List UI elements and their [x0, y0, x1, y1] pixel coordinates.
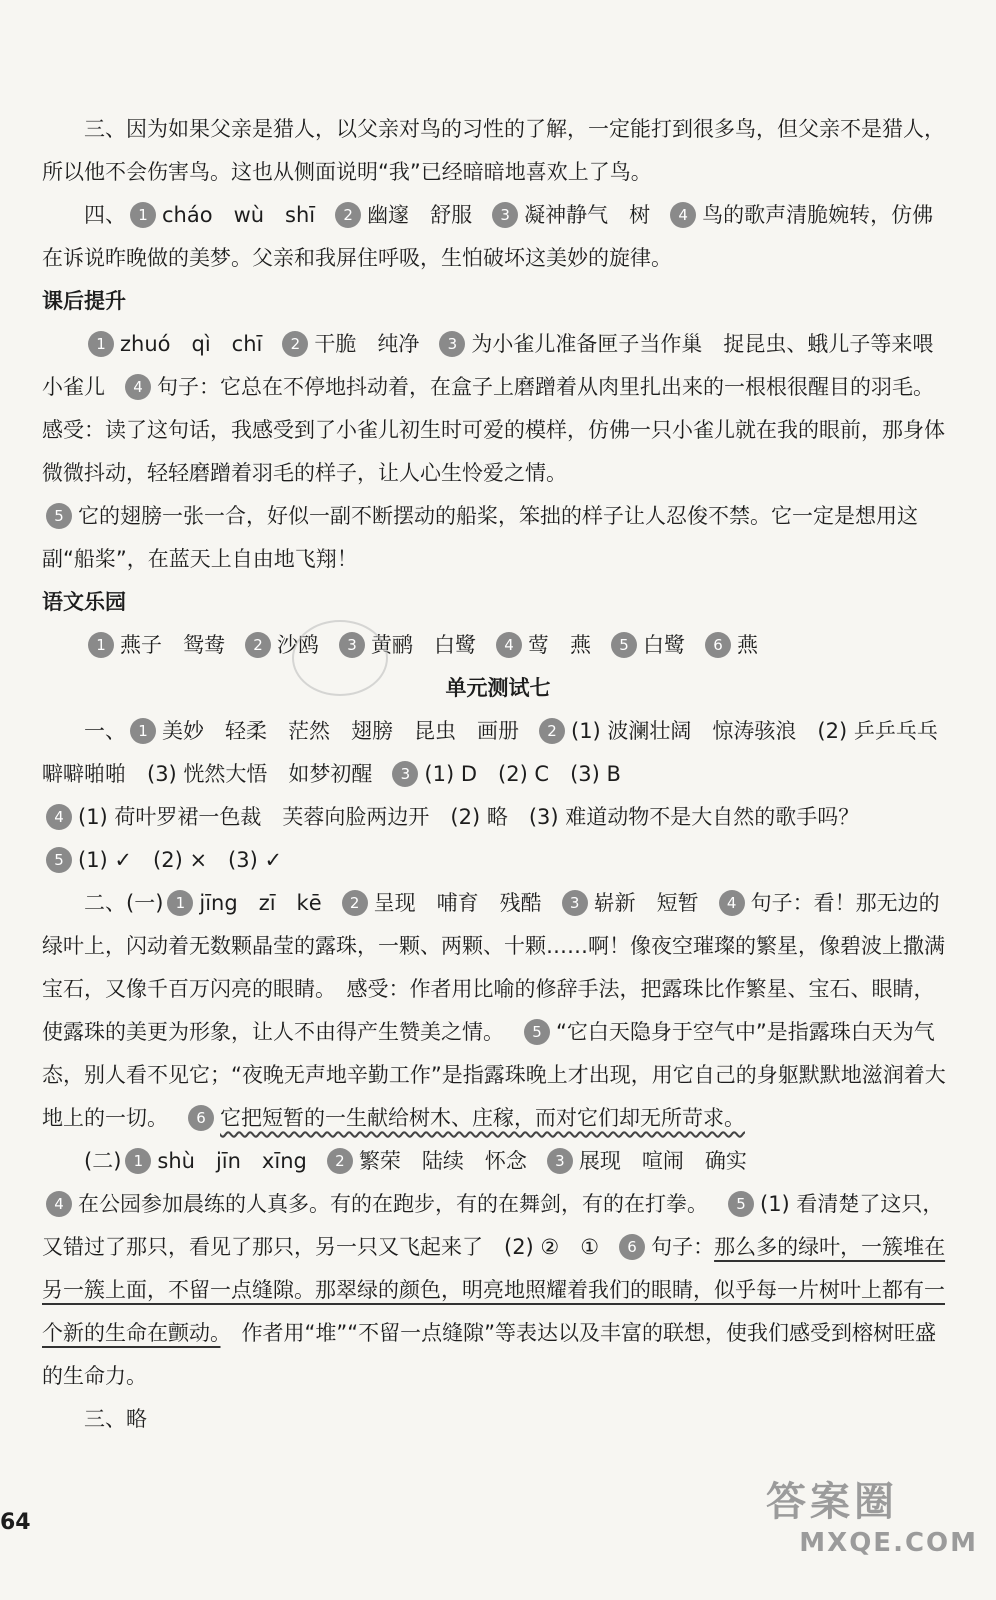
circle-number-5: 5	[728, 1191, 754, 1217]
circle-number-4: 4	[125, 374, 151, 400]
answer-text: zhuó qì chī	[120, 332, 263, 356]
answer-text: 幽邃 舒服	[367, 203, 473, 227]
answer-text: 展现 喧闹 确实	[578, 1149, 747, 1173]
answer-text: 美妙 轻柔 茫然 翅膀 昆虫 画册	[162, 719, 519, 743]
unit-part-two-b-continued	[42, 1183, 954, 1398]
circle-number-3: 3	[562, 890, 588, 916]
answer-text: 沙鸥	[277, 633, 319, 657]
circle-number-5: 5	[611, 632, 637, 658]
underlined-answer: 那么多的绿叶，一簇堆在另一簇上面，不留一点缝隙。那翠绿的颜色，明亮地照耀着我们的眼睛，似乎每一片树叶上都有一个新的生命在颤动。	[42, 1235, 946, 1345]
circle-number-2: 2	[245, 632, 271, 658]
answer-text: 呈现 哺育 残酷	[373, 891, 542, 915]
answer-text: 燕子 鸳鸯	[120, 633, 225, 657]
answer-content	[42, 108, 959, 1441]
answer-text: 为小雀儿准备匣子当作巢 捉昆虫、蛾儿子等来喂小雀儿	[42, 332, 934, 399]
circle-number-1: 1	[130, 202, 156, 228]
circle-number-3: 3	[392, 761, 418, 787]
unit-part-one-paragraph	[42, 710, 959, 796]
wavy-underlined-answer: 它把短暂的一生献给树木、庄稼，而对它们却无所苛求。	[220, 1106, 745, 1130]
unit-part-one-item-4	[42, 796, 954, 839]
unit-part-two-b-paragraph	[42, 1140, 954, 1183]
after-class-paragraph	[42, 323, 954, 495]
watermark-text: 答案圈	[766, 1479, 898, 1525]
answer-text: 莺 燕	[528, 633, 591, 657]
answer-text: 崭新 短暂	[593, 891, 699, 915]
answer-text: 鸟的歌声清脆婉转，仿佛在诉说昨晚做的美梦。父亲和我屏住呼吸，生怕破坏这美妙的旋律。	[42, 203, 934, 270]
answer-text: 作者用“堆”“不留一点缝隙”等表达以及丰富的联想，使我们感受到榕树旺盛的生命力。	[42, 1321, 937, 1388]
answer-text: 白鹭	[643, 633, 685, 657]
section-title-after-class: 课后提升	[42, 289, 126, 313]
answer-text: 黄鹂 白鹭	[371, 633, 476, 657]
answer-text: 干脆 纯净	[314, 332, 420, 356]
circle-number-2: 2	[327, 1148, 353, 1174]
answer-text: (1) 看清楚了这只，又错过了那只，看见了那只，另一只又飞起来了 (2) ② ①	[42, 1192, 944, 1259]
answer-text: (1) D (2) C (3) B	[424, 762, 621, 786]
circle-number-3: 3	[547, 1148, 573, 1174]
circle-number-4: 4	[46, 1191, 72, 1217]
stamp-seal	[292, 620, 388, 696]
circle-number-2: 2	[342, 890, 368, 916]
answer-text: shù jīn xīng	[157, 1149, 307, 1173]
circle-number-2: 2	[282, 331, 308, 357]
part-two-b-lead: (二)	[84, 1149, 122, 1173]
answer-text: 句子：看！那无边的绿叶上，闪动着无数颗晶莹的露珠，一颗、两颗、十颗……啊！像夜空璀璨的繁星，像碧波上撒满宝石，又像千百万闪亮的眼睛。 感受：作者用比喻的修辞手法，把露珠比作繁星、宝石、眼睛，使露珠的美更为形象，让人不由得产生赞美之情。	[42, 891, 945, 1044]
circle-number-5: 5	[46, 503, 72, 529]
circle-number-3: 3	[339, 632, 365, 658]
answer-text: 在公园参加晨练的人真多。有的在跑步，有的在舞剑，有的在打拳。	[78, 1192, 708, 1216]
page-number: 64	[0, 1510, 31, 1535]
answer-text: 凝神静气 树	[524, 203, 651, 227]
circle-number-6: 6	[619, 1234, 645, 1260]
answer-three-paragraph: 三、因为如果父亲是猎人，以父亲对鸟的习性的了解，一定能打到很多鸟，但父亲不是猎人，所以他不会伤害鸟。这也从侧面说明“我”已经暗暗地喜欢上了鸟。	[42, 117, 945, 184]
circle-number-1: 1	[88, 632, 114, 658]
circle-number-1: 1	[167, 890, 193, 916]
circle-number-1: 1	[130, 718, 156, 744]
answer-text: 繁荣 陆续 怀念	[358, 1149, 527, 1173]
circle-number-5: 5	[46, 847, 72, 873]
circle-number-1: 1	[125, 1148, 151, 1174]
answer-text: 它的翅膀一张一合，好似一副不断摆动的船桨，笨拙的样子让人忍俊不禁。它一定是想用这副“船桨”，在蓝天上自由地飞翔！	[42, 504, 918, 571]
unit-part-two-a-paragraph	[42, 882, 954, 1140]
circle-number-4: 4	[719, 890, 745, 916]
circle-number-2: 2	[539, 718, 565, 744]
chinese-garden-paragraph	[42, 624, 954, 667]
answer-text: cháo wù shī	[162, 203, 316, 227]
answer-text: (1) 波澜壮阔 惊涛骇浪 (2) 乒乒乓乓 噼噼啪啪 (3) 恍然大悟 如梦初醒	[42, 719, 959, 786]
watermark-url: MXQE.COM	[799, 1528, 978, 1558]
answer-text: 句子：它总在不停地抖动着，在盒子上磨蹭着从肉里扎出来的一根根很醒目的羽毛。 感受：读了这句话，我感受到了小雀儿初生时可爱的模样，仿佛一只小雀儿就在我的眼前，那身体微微抖动，轻轻磨蹭着羽毛的样子，让人心生怜爱之情。	[42, 375, 945, 485]
circle-number-1: 1	[88, 331, 114, 357]
section-title-chinese-garden: 语文乐园	[42, 590, 126, 614]
answer-text: 燕	[737, 633, 758, 657]
circle-number-4: 4	[496, 632, 522, 658]
part-two-lead: 二、(一)	[84, 891, 164, 915]
circle-number-2: 2	[335, 202, 361, 228]
circle-number-4: 4	[670, 202, 696, 228]
answer-text: 句子：	[651, 1235, 715, 1259]
after-class-paragraph-5	[42, 495, 954, 581]
unit-part-three-paragraph: 三、略	[84, 1407, 147, 1431]
circle-number-3: 3	[492, 202, 518, 228]
part-one-lead: 一、	[84, 719, 126, 743]
circle-number-6: 6	[705, 632, 731, 658]
answer-text: (1) ✓ (2) × (3) ✓	[78, 848, 283, 872]
answer-text: jīng zī kē	[199, 891, 322, 915]
answer-text: “它白天隐身于空气中”是指露珠白天为气态，别人看不见它；“夜晚无声地辛勤工作”是指露珠晚上才出现，用它自己的身躯默默地滋润着大地上的一切。	[42, 1020, 946, 1130]
circle-number-6: 6	[188, 1105, 214, 1131]
watermark-logo	[766, 1476, 986, 1586]
circle-number-3: 3	[439, 331, 465, 357]
answer-four-paragraph	[42, 194, 954, 280]
circle-number-4: 4	[46, 804, 72, 830]
circle-number-5: 5	[524, 1019, 550, 1045]
answer-text: (1) 荷叶罗裙一色裁 芙蓉向脸两边开 (2) 略 (3) 难道动物不是大自然的歌手吗？	[78, 805, 860, 829]
unit-test-title: 单元测试七	[445, 676, 551, 700]
answer-four-lead: 四、	[84, 203, 126, 227]
unit-part-one-item-5	[42, 839, 954, 882]
